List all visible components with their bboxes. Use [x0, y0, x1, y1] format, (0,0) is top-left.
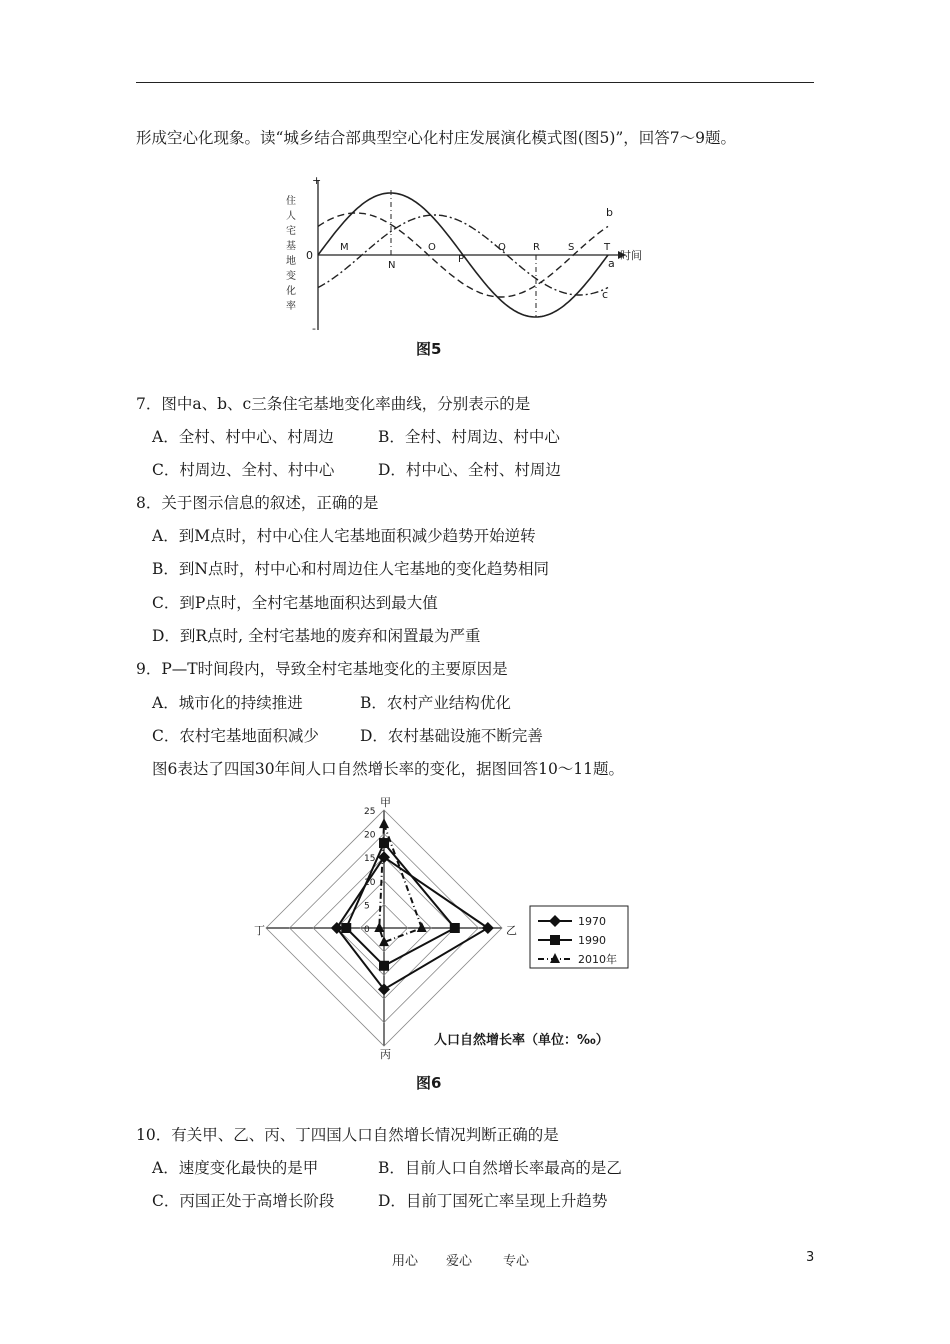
radar-tick-label: 5 [364, 901, 370, 912]
q10-stem: 10．有关甲、乙、丙、丁四国人口自然增长情况判断正确的是 [136, 1126, 559, 1144]
q7-option-c: C．村周边、全村、村中心 [152, 461, 335, 479]
fig5-point-O: O [428, 242, 436, 253]
radar-tick-label: 15 [364, 854, 376, 865]
fig5-y-label-char: 人 [286, 211, 296, 222]
q8-option-a: A．到M点时，村中心住人宅基地面积减少趋势开始逆转 [152, 527, 536, 545]
radar-tick-label: 0 [364, 925, 370, 935]
axis-label-bottom: 丙 [380, 1048, 391, 1061]
intro-text: 形成空心化现象。读“城乡结合部典型空心化村庄发展演化模式图(图5)”，回答7～9题。 [136, 129, 737, 147]
fig5-point-R: R [533, 242, 540, 253]
fig6-caption: 图6 [416, 1074, 442, 1092]
q8-option-b: B．到N点时，村中心和村周边住人宅基地的变化趋势相同 [152, 560, 549, 578]
radar-point-1970-乙 [482, 922, 494, 934]
legend-label-1970: 1970 [578, 915, 606, 928]
q7-option-a: A．全村、村中心、村周边 [152, 428, 334, 446]
q10-option-a: A．速度变化最快的是甲 [152, 1159, 319, 1177]
fig6-unit-label: 人口自然增长率（单位：‰） [434, 1033, 609, 1048]
fig5-curve-a-label: a [608, 257, 615, 270]
fig5-point-P: P [458, 254, 465, 265]
figure-5 [278, 172, 678, 362]
fig5-origin: 0 [306, 249, 313, 262]
fig5-y-label-char: 变 [286, 271, 296, 282]
radar-point-1990-丁 [341, 923, 351, 933]
q9-option-a: A．城市化的持续推进 [152, 694, 303, 712]
fig5-point-T: T [604, 242, 611, 253]
axis-label-left: 丁 [254, 924, 265, 937]
fig5-y-label [286, 195, 296, 312]
fig5-point-N: N [388, 260, 396, 271]
q8-option-d: D．到R点时, 全村宅基地的废弃和闲置最为严重 [152, 627, 481, 645]
fig5-y-label-char: 基 [286, 241, 296, 252]
fig5-y-plus: + [312, 174, 322, 187]
q10-option-c: C．丙国正处于高增长阶段 [152, 1192, 335, 1210]
fig5-y-label-char: 率 [286, 301, 296, 312]
q10-option-d: D．目前丁国死亡率呈现上升趋势 [378, 1192, 608, 1210]
q7-option-b: B．全村、村周边、村中心 [378, 428, 560, 446]
fig5-curve-b-label: b [606, 206, 613, 219]
fig5-y-minus: - [312, 322, 316, 335]
header-rule [136, 82, 814, 83]
legend-label-2010年: 2010年 [578, 953, 617, 966]
q9-stem: 9．P—T时间段内，导致全村宅基地变化的主要原因是 [136, 660, 508, 678]
radar-tick-label: 20 [364, 830, 376, 841]
axis-label-top: 甲 [380, 796, 391, 809]
legend-marker-1990 [550, 935, 560, 945]
figure-6 [248, 796, 648, 1096]
page-number: 3 [806, 1250, 815, 1265]
fig5-point-S: S [568, 242, 575, 253]
axis-label-right: 乙 [506, 924, 517, 937]
q8-option-c: C．到P点时，全村宅基地面积达到最大值 [152, 594, 438, 612]
radar-point-2010年-甲 [379, 818, 389, 828]
q9-option-d: D．农村基础设施不断完善 [360, 727, 543, 745]
radar-series-line-1990 [346, 843, 455, 966]
fig5-curve-c-label: c [602, 288, 609, 301]
q9-option-b: B．农村产业结构优化 [360, 694, 511, 712]
fig5-y-label-char: 化 [286, 286, 296, 297]
q9-option-c: C．农村宅基地面积减少 [152, 727, 319, 745]
radar-point-2010年-丁 [374, 922, 384, 932]
radar-point-1990-丙 [379, 961, 389, 971]
legend-label-1990: 1990 [578, 934, 606, 947]
q7-option-d: D．村中心、全村、村周边 [378, 461, 561, 479]
fig5-y-label-char: 宅 [286, 226, 296, 237]
fig5-point-M: M [340, 242, 349, 253]
footer-yongxin: 用心 [392, 1254, 419, 1269]
radar-tick-label: 10 [364, 877, 376, 888]
q8-stem: 8．关于图示信息的叙述，正确的是 [136, 494, 379, 512]
footer-zhuanxin: 专心 [503, 1254, 530, 1269]
intro2-text: 图6表达了四国30年间人口自然增长率的变化，据图回答10～11题。 [152, 760, 625, 778]
fig5-point-Q: Q [498, 242, 506, 253]
fig5-y-label-char: 住 [286, 196, 296, 207]
footer-aixin: 爱心 [446, 1254, 473, 1269]
fig5-point-labels [340, 242, 611, 271]
fig5-y-label-char: 地 [286, 256, 296, 267]
fig5-x-label: 时间 [620, 249, 642, 262]
q7-stem: 7．图中a、b、c三条住宅基地变化率曲线，分别表示的是 [136, 395, 531, 413]
q10-option-b: B．目前人口自然增长率最高的是乙 [378, 1159, 622, 1177]
radar-series [331, 818, 494, 995]
radar-point-2010年-乙 [417, 922, 427, 932]
radar-point-1990-乙 [450, 923, 460, 933]
fig5-caption: 图5 [416, 340, 442, 358]
radar-tick-label: 25 [364, 807, 376, 817]
